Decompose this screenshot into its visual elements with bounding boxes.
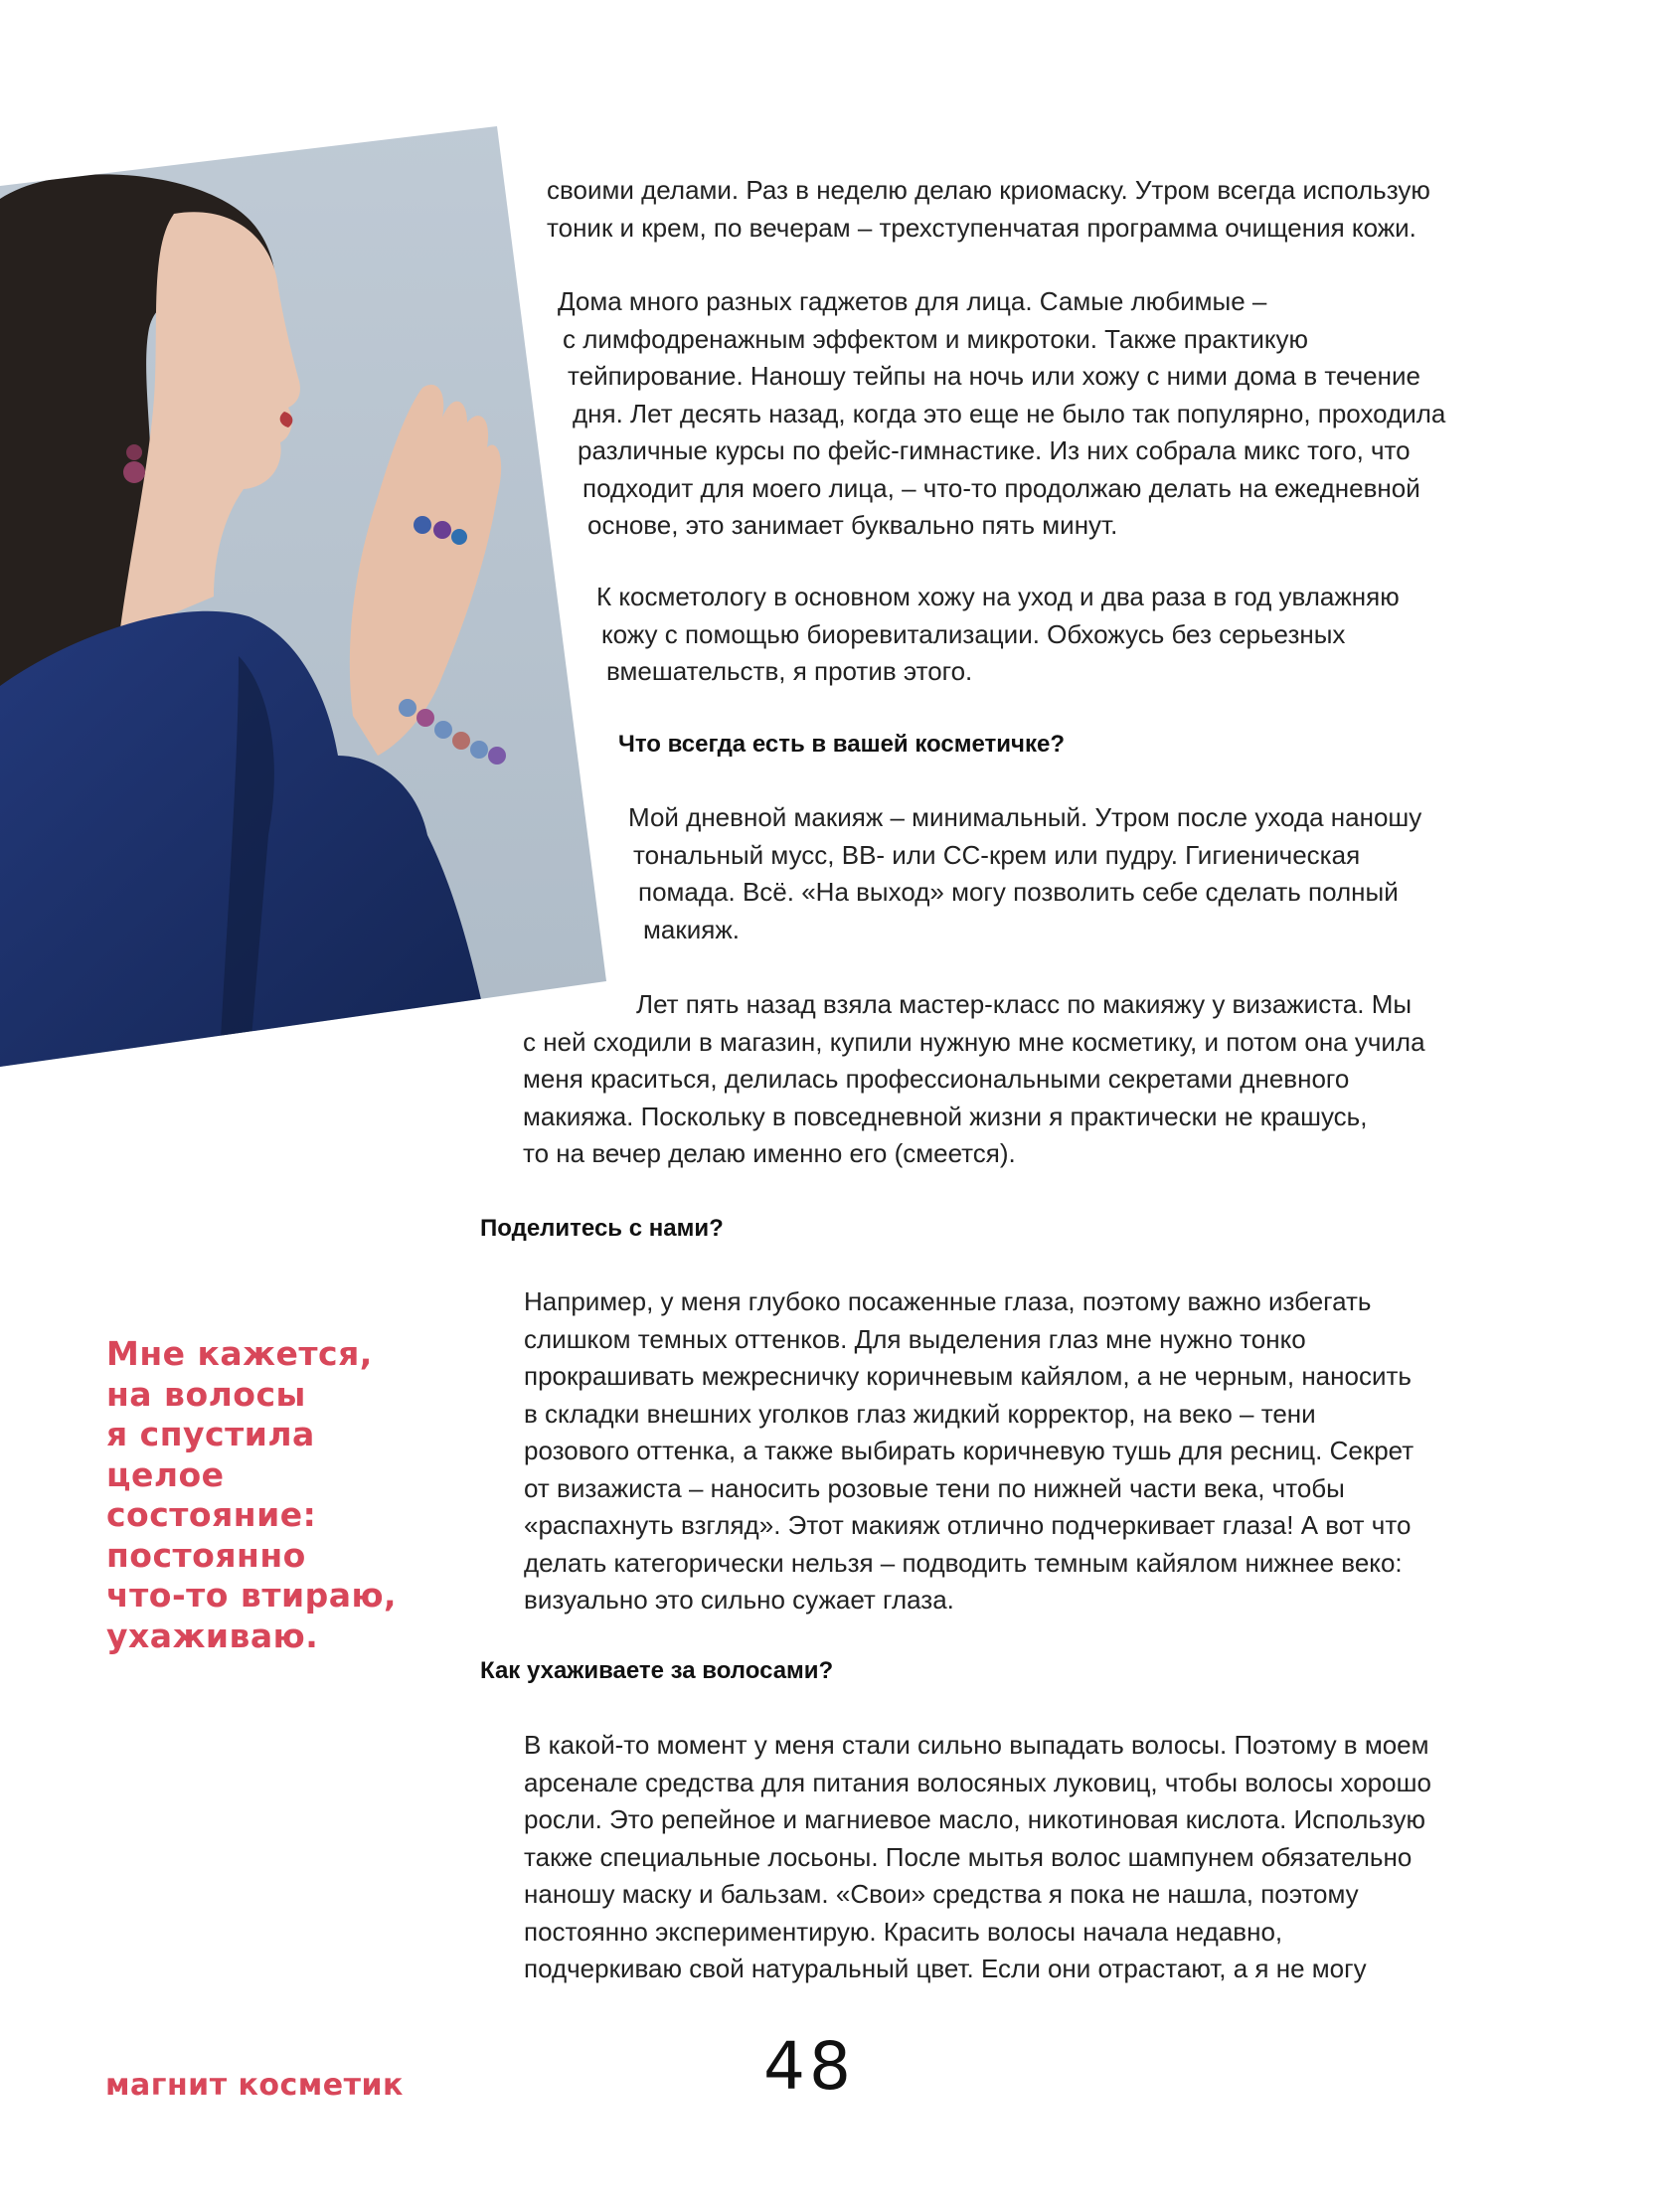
text-line: К косметологу в основном хожу на уход и два раза в год увлажняю — [596, 582, 1400, 611]
text-line: кожу с помощью биоревитализации. Обхожусь без серьезных — [601, 618, 1346, 649]
text-line: наношу маску и бальзам. «Свои» средства я пока не нашла, поэтому — [524, 1879, 1359, 1909]
text-line: макияж. — [643, 914, 740, 944]
pull-quote-line: ухаживаю. — [106, 1616, 319, 1655]
text-line: визуально это сильно сужает глаза. — [524, 1585, 954, 1615]
text-line: росли. Это репейное и магниевое масло, никотиновая кислота. Использую — [524, 1804, 1426, 1834]
pull-quote-line: целое — [106, 1454, 225, 1494]
text-line: также специальные лосьоны. После мытья волос шампунем обязательно — [524, 1841, 1413, 1872]
text-line: Например, у меня глубоко посаженные глаза, поэтому важно избегать — [524, 1286, 1372, 1316]
text-line: с лимфодренажным эффектом и микротоки. Также практикую — [563, 323, 1309, 354]
page-number: 48 — [763, 2028, 855, 2105]
paragraph-hair — [524, 1727, 1431, 1988]
question-cosmetic-bag: Что всегда есть в вашей косметичке? — [618, 731, 1065, 758]
text-line: подчеркиваю свой натуральный цвет. Если они отрастают, а я не могу — [524, 1954, 1367, 1983]
text-line: «распахнуть взгляд». Этот макияж отлично подчеркивает глаза! А вот что — [524, 1510, 1412, 1540]
text-line: подходит для моего лица, – что-то продолжаю делать на ежедневной — [582, 472, 1420, 503]
text-line: Мой дневной макияж – минимальный. Утром после ухода наношу — [628, 802, 1422, 832]
text-line: В какой-то момент у меня стали сильно выпадать волосы. Поэтому в моем — [524, 1730, 1429, 1760]
text-line: вмешательств, я против этого. — [606, 656, 973, 686]
text-line: то на вечер делаю именно его (смеется). — [523, 1138, 1016, 1168]
paragraph-master-class — [517, 986, 1425, 1173]
text-line: постоянно экспериментирую. Красить волосы начала недавно, — [524, 1916, 1283, 1947]
pull-quote-line: постоянно — [106, 1535, 306, 1575]
paragraph-cosmetologist — [596, 579, 1400, 691]
text-line: тональный мусс, ВВ- или СС-крем или пудру. Гигиеническая — [633, 839, 1361, 870]
text-line: слишком темных оттенков. Для выделения глаз мне нужно тонко — [524, 1323, 1306, 1354]
pull-quote-line: Мне кажется, — [106, 1334, 373, 1373]
text-line: основе, это занимает буквально пять минут. — [587, 510, 1118, 540]
paragraph-gadgets — [553, 283, 1445, 545]
text-line: арсенале средства для питания волосяных луковиц, чтобы волосы хорошо — [524, 1767, 1431, 1797]
question-hair-care: Как ухаживаете за волосами? — [480, 1657, 834, 1684]
paragraph-eye-makeup — [524, 1283, 1414, 1619]
text-line: помада. Всё. «На выход» могу позволить себе сделать полный — [638, 877, 1399, 907]
paragraph-daily-makeup — [628, 799, 1421, 948]
text-line: макияжа. Поскольку в повседневной жизни я практически не крашусь, — [523, 1101, 1368, 1131]
text-line: от визажиста – наносить розовые тени по нижней части века, чтобы — [524, 1472, 1345, 1503]
pull-quote-line: я спустила — [106, 1415, 315, 1453]
text-line: тоник и крем, по вечерам – трехступенчатая программа очищения кожи. — [547, 212, 1416, 243]
text-line: меня краситься, делилась профессиональными секретами дневного — [523, 1064, 1350, 1094]
brand-name: магнит косметик — [105, 2068, 404, 2103]
text-line: своими делами. Раз в неделю делаю криомаску. Утром всегда использую — [547, 175, 1430, 205]
pull-quote-line: что-то втираю, — [106, 1576, 398, 1615]
text-line: тейпирование. Наношу тейпы на ночь или хожу с ними дома в течение — [568, 361, 1420, 391]
question-share: Поделитесь с нами? — [480, 1215, 724, 1242]
text-line: дня. Лет десять назад, когда это еще не было так популярно, проходила — [573, 398, 1446, 428]
pull-quote — [106, 1334, 397, 1656]
text-line: в складки внешних уголков глаз жидкий корректор, на веко – тени — [524, 1398, 1316, 1429]
text-line: Лет пять назад взяла мастер-класс по макияжу у визажиста. Мы — [636, 989, 1413, 1019]
text-line: розового оттенка, а также выбирать коричневую тушь для ресниц. Секрет — [524, 1436, 1414, 1465]
paragraph-skin-routine — [547, 172, 1430, 247]
text-line: прокрашивать межресничку коричневым кайялом, а не черным, наносить — [524, 1361, 1412, 1391]
text-line: делать категорически нельзя – подводить темным кайялом нижнее веко: — [524, 1547, 1403, 1578]
text-line: с ней сходили в магазин, купили нужную мне косметику, и потом она учила — [523, 1026, 1425, 1057]
pull-quote-line: на волосы — [106, 1374, 306, 1414]
text-line: различные курсы по фейс-гимнастике. Из них собрала микс того, что — [578, 435, 1411, 465]
pull-quote-line: состояние: — [106, 1495, 317, 1534]
text-line: Дома много разных гаджетов для лица. Самые любимые – — [558, 286, 1267, 316]
